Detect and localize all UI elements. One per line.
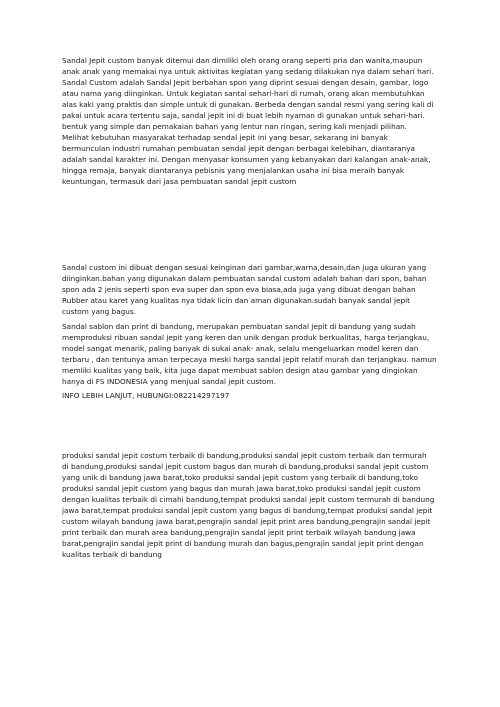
paragraph-sablon-print: Sandal sablon dan print di bandung, merupakan pembuatan sandal jepit di bandung yang sudah memproduksi ribuan sandal jepit yang keren dan unik dengan produk berkualitas, harga terjangkau, model sangat menarik, paling banyak di sukai anak- anak, selalu mengeluarkan model keren dan terbaru , dan tentunya aman terpecaya meski harga sandal jepit relatif murah dan terjangkau. namun memliki kualitas yang baik, kita juga dapat membuat sablon design atau gambar yang dinginkan hanya di FS INDONESIA yang menjual sandal jepit custom. xyxy=(62,322,437,386)
contact-info-line: INFO LEBIH LANJUT, HUBUNGI:082214297197 xyxy=(62,391,230,400)
paragraph-intro: Sandal Jepit custom banyak ditemui dan dimiliki oleh orang orang seperti pria dan wanita,maupun anak anak yang memakai nya untuk aktivitas kegiatan yang sedang dilakukan nya dalam sehari hari. Sandal Custom adalah Sandal Jepit berbahan spon yang diprint sesuai dengan desain, gambar, logo atau nama yang diinginkan. Untuk kegiatan santai sehari-hari di rumah, orang akan membutuhkan alas kaki yang praktis dan simple untuk di gunakan. Berbeda dengan sandal resmi yang sering kali di pakai untuk acara tertentu saja, sandal jepit ini di buat lebih nyaman di gunakan untuk sehari-hari. bentuk yang simple dan pemakaian bahan yang lentur nan ringan, sering kali menjadi pilihan. Melihat kebutuhan masyarakat terhadap sendal jepit ini yang besar, sekarang ini banyak bermunculan industri rumahan pembuatan sendal jepit dengan berbagai kelebihan, diantaranya adalah sandal karakter ini. Dengan menyasar konsumen yang kebanyakan dari kalangan anak-anak, hingga remaja, banyak diantaranya pebisnis yang menjalankan usaha ini bisa meraih banyak keuntungan, termasuk dari jasa pembuatan sandal jepit custom xyxy=(62,56,434,186)
paragraph-keywords: produksi sandal jepit costum terbaik di bandung,produksi sandal jepit custom terbaik dan termurah di bandung,produksi sandal jepit custom bagus dan murah di bandung,produksi sandal jepit custom yang unik di bandung jawa barat,toko produksi sandal jepit custom yang terbaik di bandung,toko produksi sandal jepit custom yang bagus dan murah jawa barat,toko produksi sandal jepit custom dengan kualitas terbaik di cimahi bandung,tempat produksi sandal jepit custom termurah di bandung jawa barat,tempat produksi sandal jepit custom yang bagus di bandung,tempat produksi sandal jepit custom wilayah bandung jawa barat,pengrajin sandal jepit print area bandung,pengrajin sandal jepit print terbaik dan murah area bandung,pengrajin sandal jepit print terbaik wilayah bandung jawa barat,pengrajin sandal jepit print di bandung murah dan bagus,pengrajin sandal jepit print dengan kualitas terbaik di bandung xyxy=(62,451,435,559)
paragraph-custom-materials: Sandal custom ini dibuat dengan sesuai keinginan dari gambar,warna,desain,dan juga ukuran yang diinginkan.bahan yang digunakan dalam pembuatan sandal custom adalah bahan dari spon, bahan spon ada 2 jenis seperti spon eva super dan spon eva biasa,ada juga yang dibuat dengan bahan Rubber atau karet yang kualitas nya tidak licin dan aman digunakan.sudah banyak sandal jepit custom yang bagus. xyxy=(62,263,427,316)
